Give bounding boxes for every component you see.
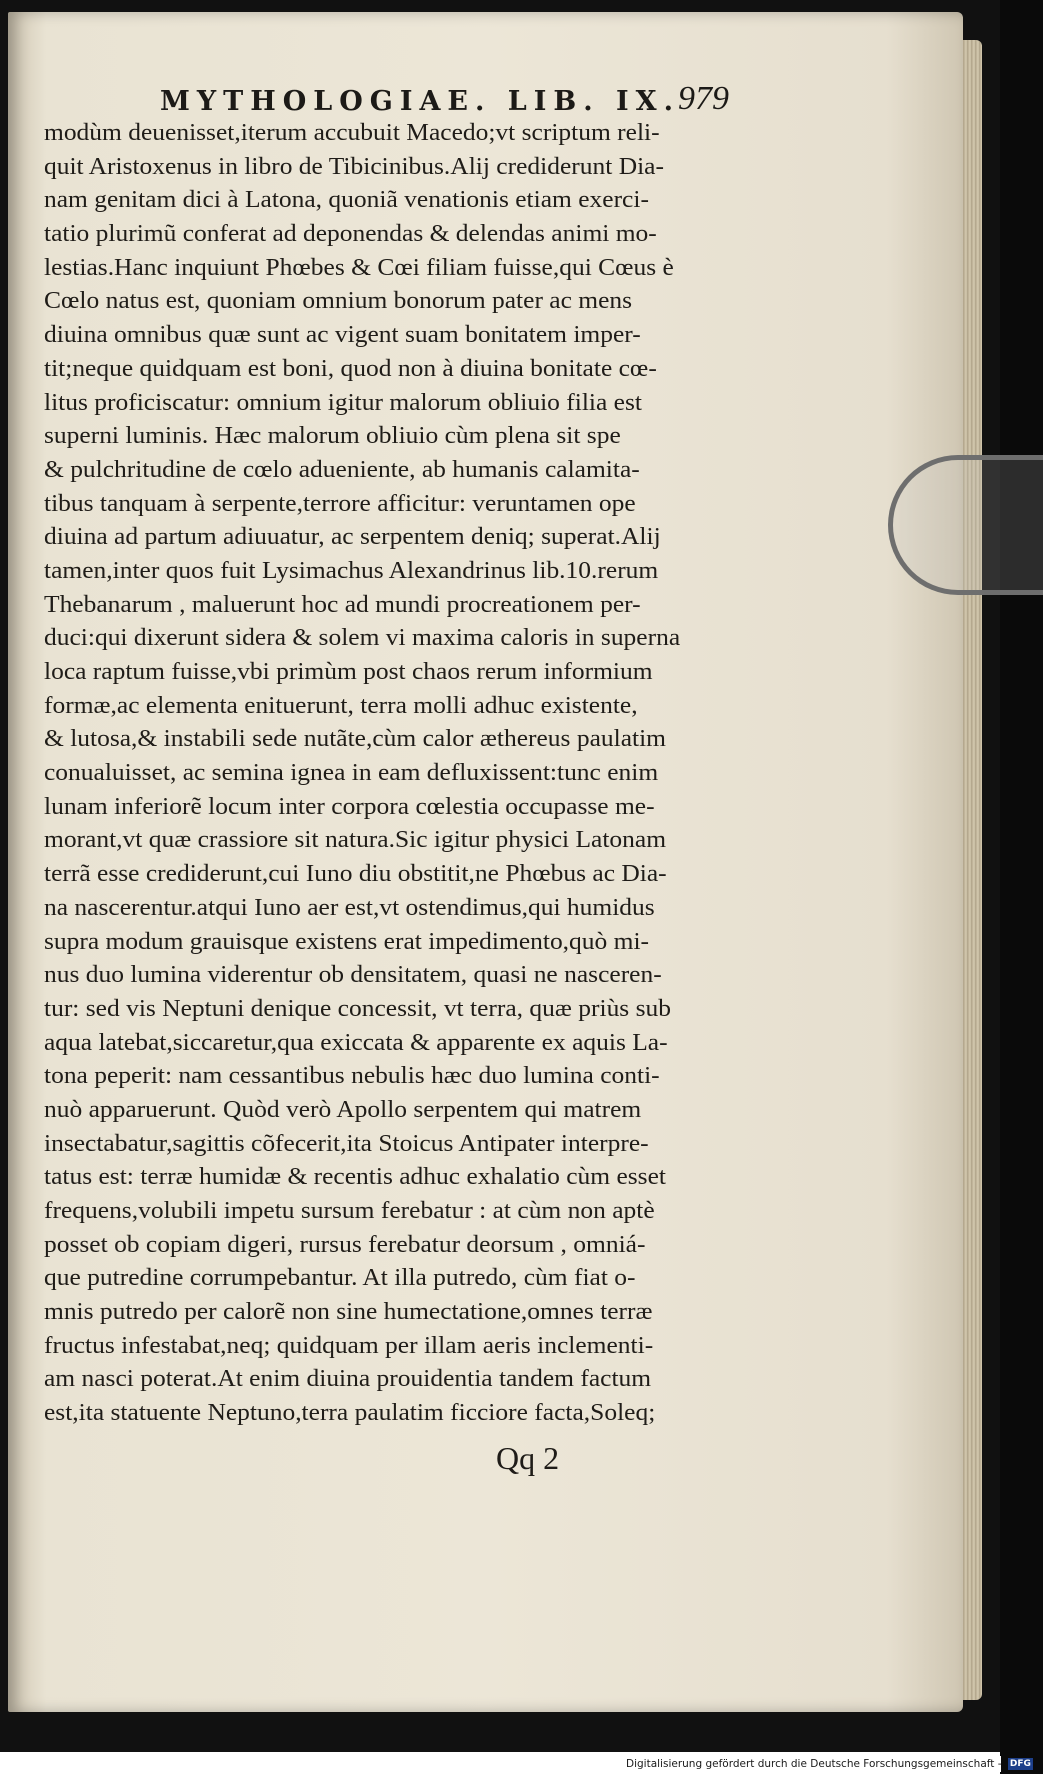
text-line: litus proficiscatur: omnium igitur malorum obliuio filia est	[44, 388, 642, 416]
text-line: formæ,ac elementa enituerunt, terra molli adhuc existente,	[44, 691, 638, 719]
text-line: aqua latebat,siccaretur,qua exiccata & apparente ex aquis La-	[44, 1028, 668, 1056]
text-line: nuò apparuerunt. Quòd verò Apollo serpentem qui matrem	[44, 1095, 642, 1123]
text-line: lunam inferiorẽ locum inter corpora cœlestia occupasse me-	[44, 792, 655, 820]
text-line: loca raptum fuisse,vbi primùm post chaos rerum informium	[44, 658, 653, 685]
text-line: insectabatur,sagittis cõfecerit,ita Stoicus Antipater interpre-	[44, 1129, 649, 1157]
text-line: tit;neque quidquam est boni, quod non à diuina bonitate cœ-	[44, 354, 657, 382]
page-number: 979	[678, 80, 729, 117]
text-line: duci:qui dixerunt sidera & solem vi maxima caloris in superna	[44, 624, 681, 652]
text-line: est,ita statuente Neptuno,terra paulatim ficciore facta,Soleq;	[44, 1399, 656, 1427]
running-head: MYTHOLOGIAE. LIB. IX.	[160, 86, 681, 117]
text-line: Cœlo natus est, quoniam omnium bonorum pater ac mens	[44, 287, 633, 315]
text-line: posset ob copiam digeri, rursus ferebatur deorsum , omniá-	[44, 1230, 646, 1258]
text-line: tibus tanquam à serpente,terrore afficitur: veruntamen ope	[44, 489, 636, 517]
text-line: tur: sed vis Neptuni denique concessit, vt terra, quæ priùs sub	[44, 994, 671, 1022]
text-line: tatus est: terræ humidæ & recentis adhuc exhalatio cùm esset	[44, 1163, 666, 1191]
text-line: diuina omnibus quæ sunt ac vigent suam bonitatem imper-	[44, 321, 641, 349]
text-line: tamen,inter quos fuit Lysimachus Alexandrinus lib.10.rerum	[44, 556, 659, 584]
text-line: am nasci poterat.At enim diuina prouidentia tandem factum	[44, 1365, 652, 1393]
text-line: fructus infestabat,neq; quidquam per illam aeris inclementi-	[44, 1331, 654, 1359]
text-line: modùm deuenisset,iterum accubuit Macedo;vt scriptum reli-	[44, 119, 660, 146]
text-line: Thebanarum , maluerunt hoc ad mundi procreationem per-	[44, 590, 641, 618]
text-line: diuina ad partum adiuuatur, ac serpentem deniq; superat.Alij	[44, 523, 661, 551]
dfg-logo: DFG	[1009, 1759, 1031, 1769]
text-line: tatio plurimũ conferat ad deponendas & delendas animi mo-	[44, 220, 657, 248]
text-line: superni luminis. Hæc malorum obliuio cùm plena sit spe	[44, 422, 621, 450]
text-line: & pulchritudine de cœlo adueniente, ab humanis calamita-	[44, 455, 640, 483]
text-line: conualuisset, ac semina ignea in eam defluxissent:tunc enim	[44, 759, 659, 787]
text-line: terrã esse crediderunt,cui Iuno diu obstitit,ne Phœbus ac Dia-	[44, 860, 667, 888]
text-line: nam genitam dici à Latona, quoniã venationis etiam exerci-	[44, 186, 649, 214]
text-line: nus duo lumina viderentur ob densitatem, quasi ne nasceren-	[44, 961, 662, 989]
text-line: quit Aristoxenus in libro de Tibicinibus.Alij crediderunt Dia-	[44, 152, 664, 180]
signature-mark: Qq 2	[496, 1440, 560, 1476]
text-line: lestias.Hanc inquiunt Phœbes & Cœi filiam fuisse,qui Cœus è	[44, 253, 674, 281]
text-line: mnis putredo per calorẽ non sine humectatione,omnes terræ	[44, 1298, 653, 1326]
text-line: frequens,volubili impetu sursum ferebatur : at cùm non aptè	[44, 1197, 655, 1224]
text-line: supra modum grauisque existens erat impedimento,quò mi-	[44, 927, 650, 955]
text-line: tona peperit: nam cessantibus nebulis hæc duo lumina conti-	[44, 1062, 660, 1090]
page-clip	[888, 455, 1043, 595]
text-line: que putredine corrumpebantur. At illa putredo, cùm fiat o-	[44, 1264, 636, 1292]
text-line: na nascerentur.atqui Iuno aer est,vt ostendimus,qui humidus	[44, 893, 655, 921]
text-line: morant,vt quæ crassiore sit natura.Sic igitur physici Latonam	[44, 826, 667, 854]
footer-credit	[620, 1756, 1031, 1772]
text-block	[44, 116, 772, 1430]
footer-credit-text: Digitalisierung gefördert durch die Deutsche Forschungsgemeinschaft -	[626, 1758, 1002, 1770]
text-line: & lutosa,& instabili sede nutãte,cùm calor æthereus paulatim	[44, 725, 666, 753]
